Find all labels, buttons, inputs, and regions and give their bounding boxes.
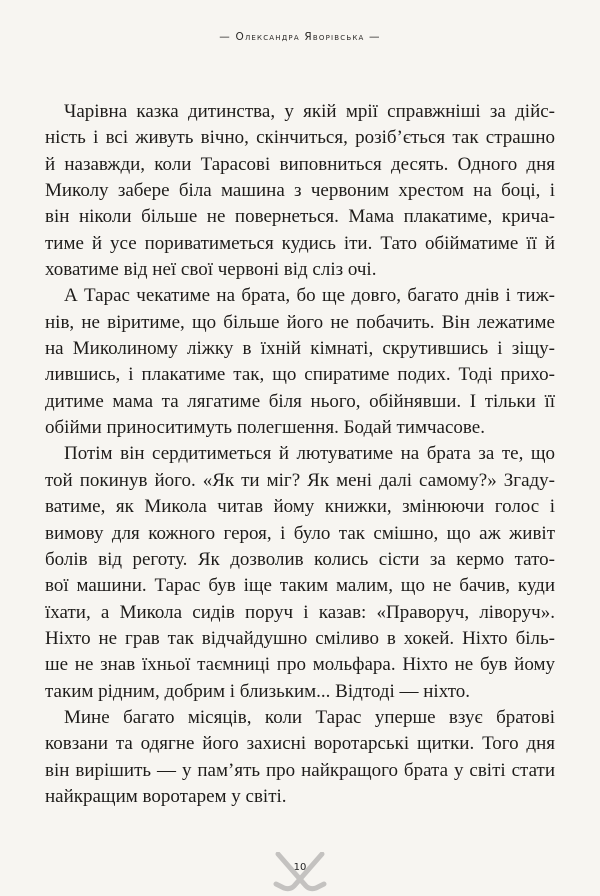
- text-line: обійми приноситимуть полегшення. Бодай тимчасове.: [45, 417, 485, 439]
- text-line: лившись, і плакатиме так, що спиратиме подих. Тоді прихо-: [45, 364, 555, 386]
- text-line: Миколу забере біла машина з червоним хрестом на боці, і: [45, 180, 555, 202]
- page-number: 10: [293, 862, 307, 873]
- text-line: він вирішить — у пам’ять про найкращого брата у світі стати: [45, 759, 555, 781]
- text-line: болів від реготу. Як дозволив колись сісти за кермо тато-: [45, 548, 555, 570]
- text-line: Ніхто не грав так відчайдушно сміливо в хокей. Ніхто біль-: [45, 627, 555, 649]
- text-line: той покинув його. «Як ти міг? Як мені далі самому?» Згаду-: [45, 469, 555, 491]
- text-line: нів, не віритиме, що більше його не побачить. Він лежатиме: [45, 311, 555, 333]
- text-line: найкращим воротарем у світі.: [45, 785, 287, 807]
- text-line: ватиме, як Микола читав йому книжки, змінюючи голос і: [45, 496, 555, 518]
- paragraph: [45, 99, 555, 283]
- text-line: ше не знав їхньої таємниці про мольфара. Ніхто не був йому: [45, 654, 555, 676]
- text-line: ність і всі живуть вічно, скінчиться, розіб’ється так страшно: [45, 127, 555, 149]
- text-line: Чарівна казка дитинства, у якій мрії справжніші за дійс-: [64, 101, 555, 122]
- text-line: й назавжди, коли Тарасові виповниться десять. Одного дня: [45, 153, 555, 175]
- text-line: таким рідним, добрим і близьким... Відтоді — ніхто.: [45, 680, 471, 702]
- text-line: їхати, а Микола сидів поруч і казав: «Праворуч, ліворуч».: [45, 601, 555, 623]
- running-head: — Олександра Яворівська —: [219, 31, 381, 43]
- text-line: дитиме мама та лягатиме біля нього, обійнявши. І тільки її: [45, 390, 555, 412]
- text-line: тиме й усе пориватиметься кудись іти. Тато обійматиме її й: [45, 232, 555, 254]
- text-line: вої машини. Тарас був іще таким малим, що не бачив, куди: [45, 575, 555, 597]
- text-line: А Тарас чекатиме на брата, бо ще довго, багато днів і тиж-: [64, 285, 555, 307]
- text-line: ховатиме від неї свої червоні від сліз очі.: [45, 259, 377, 281]
- body-text: [45, 99, 555, 810]
- text-line: Потім він сердитиметься й лютуватиме на брата за те, що: [64, 443, 555, 465]
- crossed-hockey-sticks-icon: [266, 852, 334, 896]
- text-line: він ніколи більше не повернеться. Мама плакатиме, крича-: [45, 206, 555, 228]
- text-line: вимову для кожного героя, і було так смішно, що аж живіт: [45, 522, 555, 544]
- text-line: ковзани та одягне його захисні воротарські щитки. Того дня: [45, 733, 555, 755]
- paragraph: [45, 705, 555, 810]
- paragraph: [45, 441, 555, 704]
- paragraph: [45, 283, 555, 441]
- text-line: Мине багато місяців, коли Тарас уперше взує братові: [64, 706, 555, 728]
- text-line: на Миколиному ліжку в їхній кімнаті, скрутившись і зіщу-: [45, 338, 555, 360]
